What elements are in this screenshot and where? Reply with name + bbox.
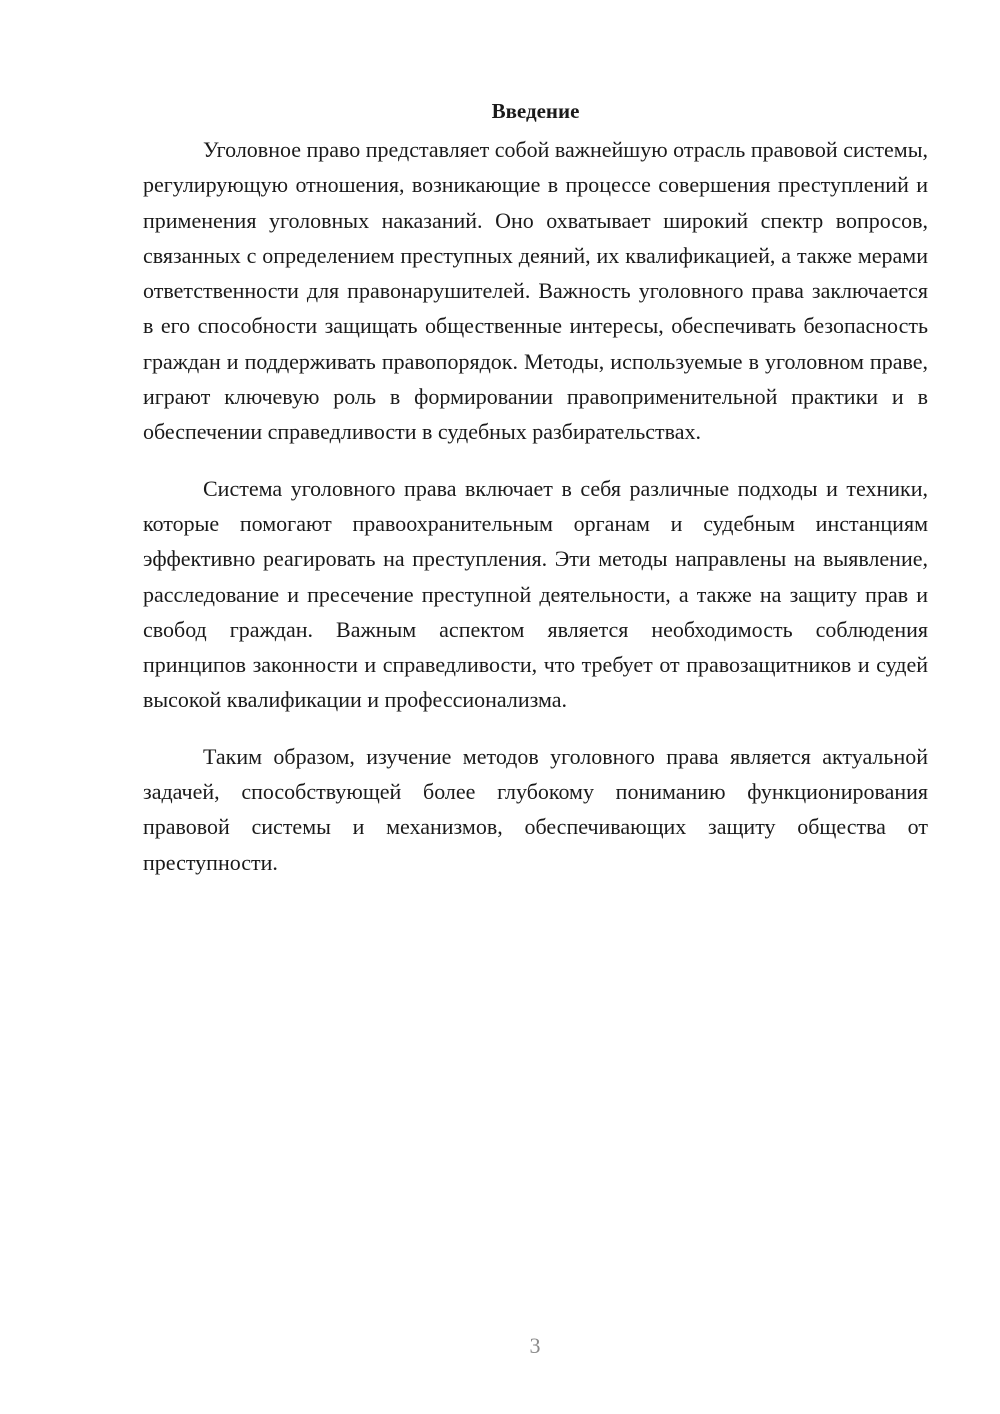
section-title: Введение: [491, 99, 580, 123]
paragraph: Уголовное право представляет собой важнейшую отрасль правовой системы, регулирующую отношения, возникающие в процессе совершения преступлений и применения уголовных наказаний. Оно охватывает широкий спектр вопросов, связанных с определением преступных деяний, их квалификацией, а также мерами ответственности для правонарушителей. Важность уголовного права заключается в его способности защищать общественные интересы, обеспечивать безопасность граждан и поддерживать правопорядок. Методы, используемые в уголовном праве, играют ключевую роль в формировании правоприменительной практики и в обеспечении справедливости в судебных разбирательствах.: [143, 137, 928, 445]
document-body: [143, 96, 928, 901]
paragraph: Система уголовного права включает в себя различные подходы и техники, которые помогают правоохранительным органам и судебным инстанциям эффективно реагировать на преступления. Эти методы направлены на выявление, расследование и пресечение преступной деятельности, а также на защиту прав и свобод граждан. Важным аспектом является необходимость соблюдения принципов законности и справедливости, что требует от правозащитников и судей высокой квалификации и профессионализма.: [143, 475, 928, 713]
page-number: 3: [529, 1333, 541, 1358]
paragraph: Таким образом, изучение методов уголовного права является актуальной задачей, способствующей более глубокому пониманию функционирования правовой системы и механизмов, обеспечивающих защиту общества от преступности.: [143, 743, 928, 875]
